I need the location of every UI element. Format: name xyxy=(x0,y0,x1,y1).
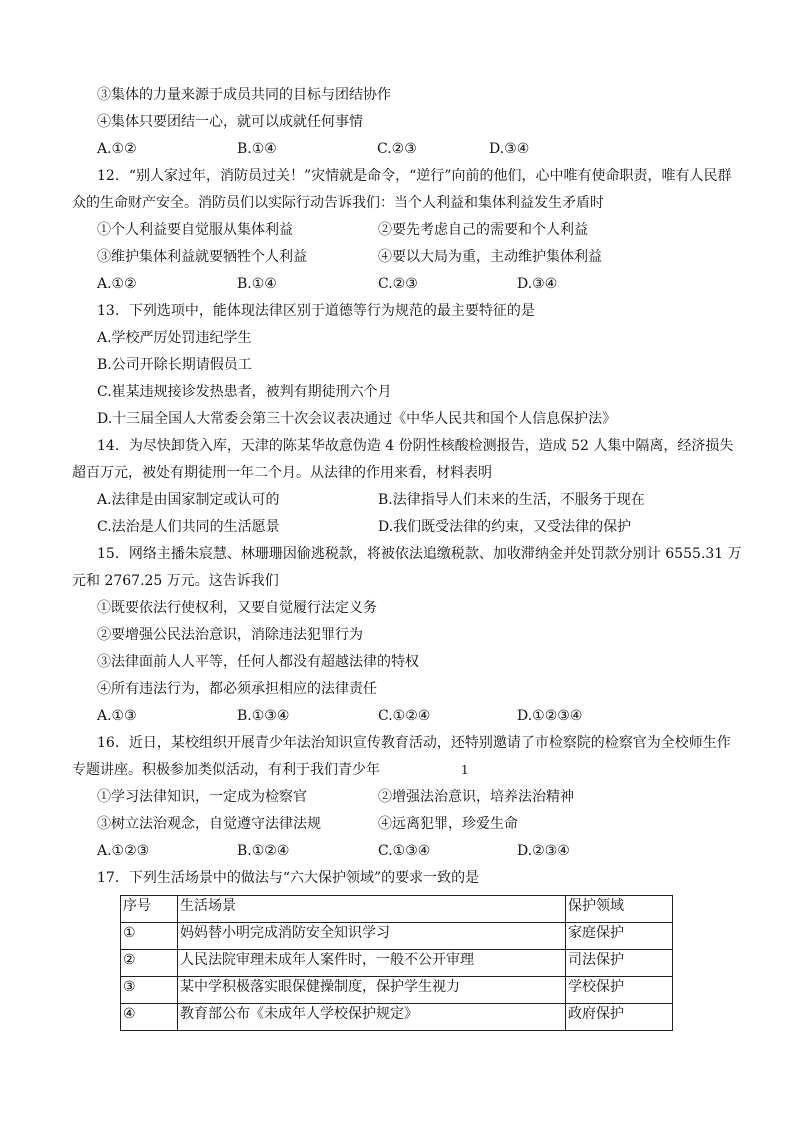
protection-table xyxy=(120,895,673,1031)
q12-stem-line2: 众的生命财产安全。消防员们以实际行动告诉我们：当个人利益和集体利益发生矛盾时 xyxy=(72,195,604,211)
q16-item-3: ③树立法治观念，自觉遵守法律法规 xyxy=(97,816,321,832)
q11-option-c: C.②③ xyxy=(377,141,417,157)
q15-option-d: D.①②③④ xyxy=(517,708,583,724)
q16-item-2: ②增强法治意识，培养法治精神 xyxy=(378,789,574,805)
q14-option-c: C.法治是人们共同的生活愿景 xyxy=(97,519,280,535)
q13-option-b: B.公司开除长期请假员工 xyxy=(97,357,252,373)
table-cell: ③ xyxy=(121,977,178,1004)
table-cell: 人民法院审理未成年人案件时，一般不公开审理 xyxy=(178,950,566,977)
table-cell: ② xyxy=(121,950,178,977)
q16-option-a: A.①②③ xyxy=(97,843,150,859)
table-row xyxy=(121,977,673,1004)
q13-option-c: C.崔某违规接诊发热患者，被判有期徒刑六个月 xyxy=(97,384,392,400)
q12-item-4: ④要以大局为重，主动维护集体利益 xyxy=(378,249,602,265)
q11-option-a: A.①② xyxy=(97,141,137,157)
table-row xyxy=(121,923,673,950)
q12-item-3: ③维护集体利益就要牺牲个人利益 xyxy=(97,249,307,265)
q17-stem: 17．下列生活场景中的做法与“六大保护领域”的要求一致的是 xyxy=(97,870,480,886)
q12-stem-line1: 12．“别人家过年，消防员过关！”灾情就是命令，“逆行”向前的他们，心中唯有使命职责，唯有人民群 xyxy=(97,168,732,184)
table-cell: 某中学积极落实眼保健操制度，保护学生视力 xyxy=(178,977,566,1004)
q15-stem-line1: 15．网络主播朱宸慧、林珊珊因偷逃税款，将被依法追缴税款、加收滞纳金并处罚款分别计 6555.31 万 xyxy=(97,546,742,562)
q15-stem-line2: 元和 2767.25 万元。这告诉我们 xyxy=(72,573,279,589)
q16-option-b: B.①②④ xyxy=(237,843,290,859)
q15-item-1: ①既要依法行使权利，又要自觉履行法定义务 xyxy=(97,600,377,616)
q15-item-3: ③法律面前人人平等，任何人都没有超越法律的特权 xyxy=(97,654,419,670)
table-cell: 政府保护 xyxy=(566,1004,673,1031)
table-cell: 司法保护 xyxy=(566,950,673,977)
q16-item-4: ④远离犯罪，珍爱生命 xyxy=(378,816,518,832)
q11-option-b: B.①④ xyxy=(237,141,277,157)
q15-option-a: A.①③ xyxy=(97,708,137,724)
header-cell-scene: 生活场景 xyxy=(178,896,566,923)
q11-item-3: ③集体的力量来源于成员共同的目标与团结协作 xyxy=(97,87,391,103)
table-row xyxy=(121,950,673,977)
table-cell: 教育部公布《未成年人学校保护规定》 xyxy=(178,1004,566,1031)
q12-option-c: C.②③ xyxy=(378,276,418,292)
q14-option-a: A.法律是由国家制定或认可的 xyxy=(97,492,280,508)
table-header-row xyxy=(121,896,673,923)
q12-option-d: D.③④ xyxy=(517,276,558,292)
q15-item-2: ②要增强公民法治意识，消除违法犯罪行为 xyxy=(97,627,363,643)
header-cell-domain: 保护领域 xyxy=(566,896,673,923)
q13-option-a: A.学校严厉处罚违纪学生 xyxy=(97,330,252,346)
q14-stem-line2: 超百万元，被处有期徒刑一年二个月。从法律的作用来看，材料表明 xyxy=(72,465,492,481)
q13-stem: 13．下列选项中，能体现法律区别于道德等行为规范的最主要特征的是 xyxy=(97,303,535,319)
q16-stem-line1: 16．近日，某校组织开展青少年法治知识宣传教育活动，还特别邀请了市检察院的检察官为全校师生作 xyxy=(97,735,731,751)
q15-option-b: B.①③④ xyxy=(237,708,290,724)
q16-option-d: D.②③④ xyxy=(517,843,570,859)
table-cell: ④ xyxy=(121,1004,178,1031)
table-cell: 家庭保护 xyxy=(566,923,673,950)
table-cell: ① xyxy=(121,923,178,950)
page-number: 1 xyxy=(461,763,469,777)
q14-option-b: B.法律指导人们未来的生活，不服务于现在 xyxy=(378,492,645,508)
header-cell-number: 序号 xyxy=(121,896,178,923)
q15-option-c: C.①②④ xyxy=(378,708,431,724)
q15-item-4: ④所有违法行为，都必须承担相应的法律责任 xyxy=(97,681,377,697)
q14-stem-line1: 14．为尽快卸货入库，天津的陈某华故意伪造 4 份阴性核酸检测报告，造成 52 人集中隔离，经济损失 xyxy=(97,438,734,454)
q14-option-d: D.我们既受法律的约束，又受法律的保护 xyxy=(378,519,632,535)
q13-option-d: D.十三届全国人大常委会第三十次会议表决通过《中华人民共和国个人信息保护法》 xyxy=(97,411,617,427)
table-cell: 妈妈替小明完成消防安全知识学习 xyxy=(178,923,566,950)
q12-option-a: A.①② xyxy=(97,276,137,292)
q12-item-1: ①个人利益要自觉服从集体利益 xyxy=(97,222,293,238)
table-cell: 学校保护 xyxy=(566,977,673,1004)
q11-option-d: D.③④ xyxy=(489,141,530,157)
q16-item-1: ①学习法律知识，一定成为检察官 xyxy=(97,789,307,805)
q11-item-4: ④集体只要团结一心，就可以成就任何事情 xyxy=(97,114,363,130)
q12-option-b: B.①④ xyxy=(237,276,277,292)
q16-option-c: C.①③④ xyxy=(378,843,431,859)
q12-item-2: ②要先考虑自己的需要和个人利益 xyxy=(378,222,588,238)
q16-stem-line2: 专题讲座。积极参加类似活动，有利于我们青少年 xyxy=(72,762,380,778)
table-row xyxy=(121,1004,673,1031)
